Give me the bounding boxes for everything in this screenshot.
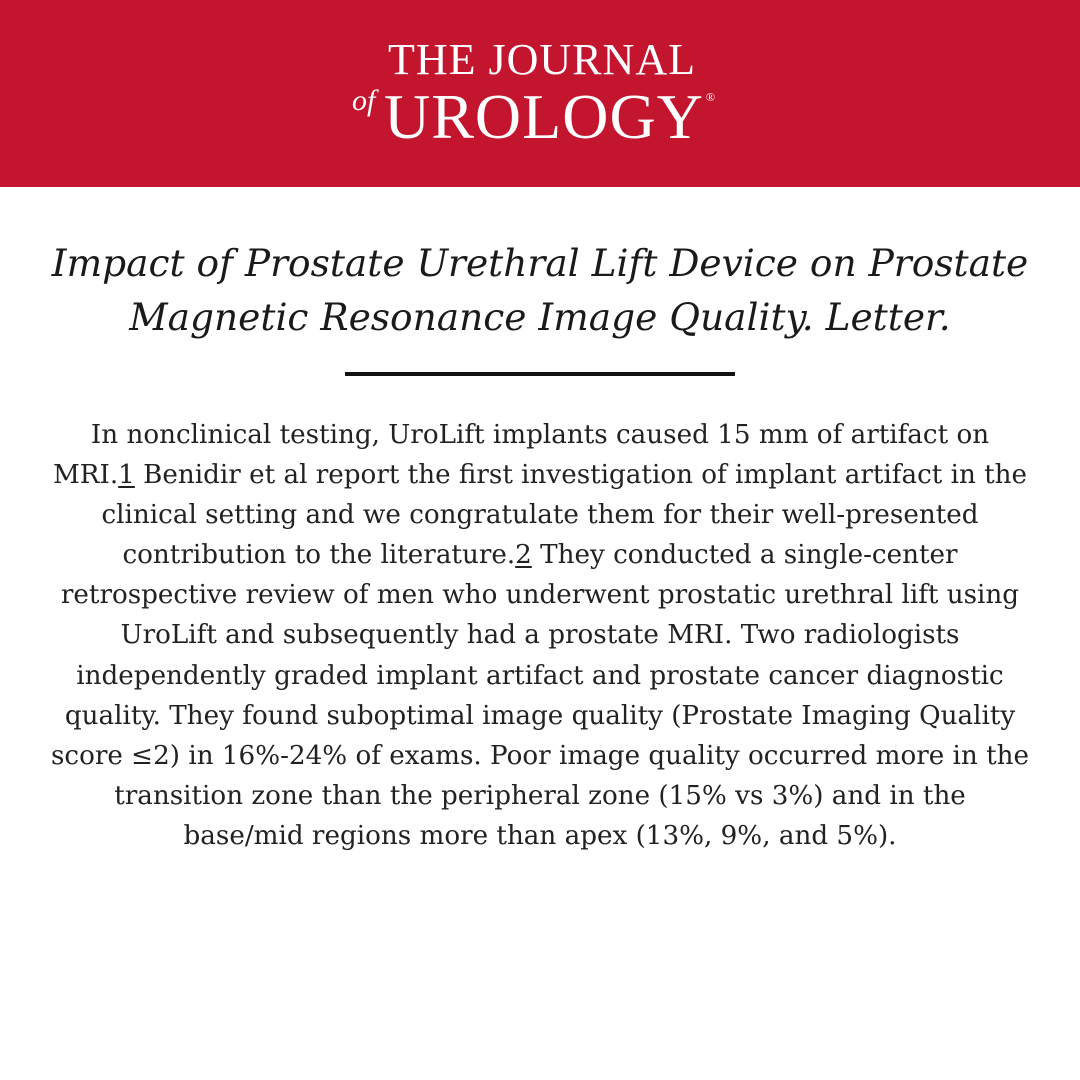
logo-line-the-journal: THE JOURNAL xyxy=(388,35,696,84)
article-body xyxy=(50,415,1030,856)
journal-logo xyxy=(0,0,1080,187)
article-title-line2: Magnetic Resonance Image Quality. Letter. xyxy=(129,295,951,339)
journal-header-band xyxy=(0,0,1080,187)
body-segment-2: Benidir et al report the first investigation of implant artifact in the clinical setting and we congratulate them for their well-presented contribution to the literature. xyxy=(101,460,1028,571)
logo-urology-text: UROLOGY xyxy=(384,81,704,152)
reference-link-2[interactable]: 2 xyxy=(515,540,532,571)
registered-mark: ® xyxy=(705,90,716,104)
body-segment-1: In nonclinical testing, UroLift implants caused 15 mm of artifact on MRI. xyxy=(52,420,990,491)
logo-line-urology xyxy=(384,81,716,152)
title-divider xyxy=(345,372,735,376)
article-title xyxy=(40,236,1040,344)
logo-of: of xyxy=(352,84,376,117)
article-title-line1: Impact of Prostate Urethral Lift Device on Prostate xyxy=(51,241,1029,285)
body-segment-3: They conducted a single-center retrospective review of men who underwent prostatic urethral lift using UroLift and subsequently had a prostate MRI. Two radiologists independently graded implant artifact and prostate cancer diagnostic quality. They found suboptimal image quality (Prostate Imaging Quality score ≤2) in 16%-24% of exams. Poor image quality occurred more in the transition zone than the peripheral zone (15% vs 3%) and in the base/mid regions more than apex (13%, 9%, and 5%). xyxy=(50,540,1030,851)
reference-link-1[interactable]: 1 xyxy=(118,460,135,491)
